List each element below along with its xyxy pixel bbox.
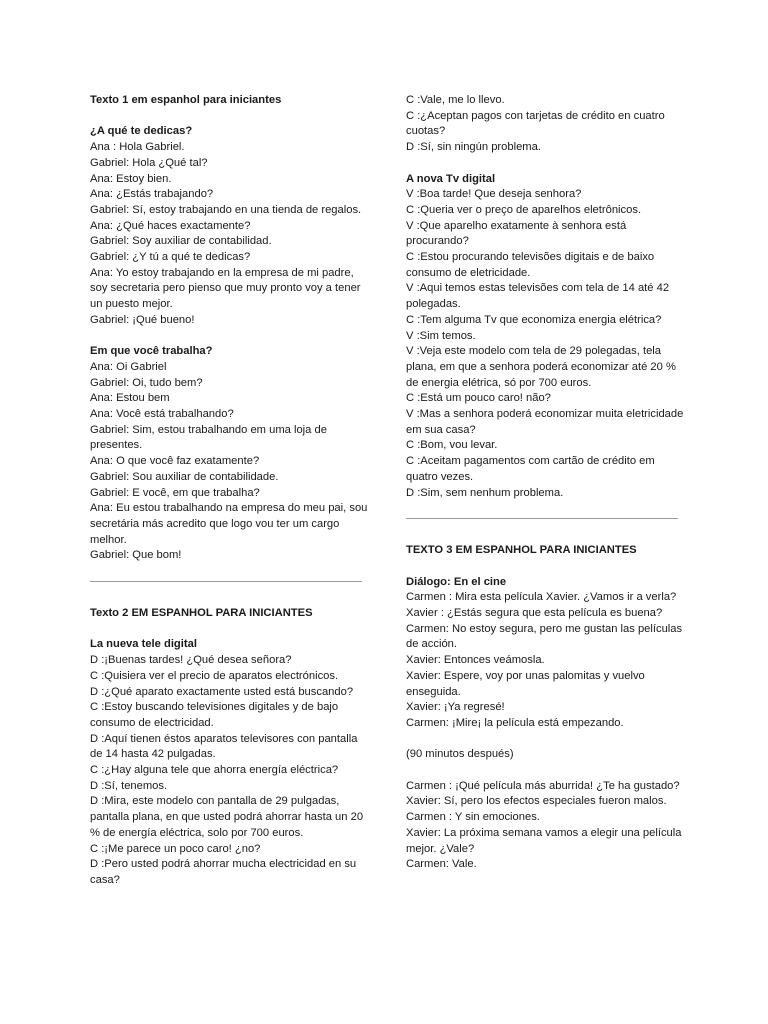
dialogue-line: Xavier: Sí, pero los efectos especiales fueron malos. [406, 795, 667, 808]
text2-title: Texto 2 EM ESPANHOL PARA INICIANTES [90, 607, 313, 620]
dialogue-line: Ana: ¿Estás trabajando? [90, 188, 214, 201]
dialogue-line: C :Vale, me lo llevo. [406, 94, 505, 106]
dialogue-line: V :Sim temos. [406, 329, 476, 342]
divider [406, 518, 678, 519]
dialogue-line: Gabriel: Soy auxiliar de contabilidad. [90, 235, 272, 248]
dialogue-line: D :Sim, sem nenhum problema. [406, 486, 564, 499]
dialogue-line: Carmen: No estoy segura, pero me gustan las películas de acción. [406, 622, 683, 651]
dialogue-line: C :Estou procurando televisões digitais e de baixo consumo de eletricidade. [406, 251, 655, 279]
dialogue-line: D :Sí, sin ningún problema. [406, 141, 541, 154]
section-heading-la-nueva-tele-digital: La nueva tele digital [90, 638, 197, 651]
dialogue-line: V :Mas a senhora poderá economizar muita eletricidade em sua casa? [406, 408, 684, 436]
divider [90, 581, 362, 582]
dialogue-line: C :Tem alguma Tv que economiza energia elétrica? [406, 313, 662, 326]
text1-title: Texto 1 em espanhol para iniciantes [90, 94, 282, 106]
dialogue-block [406, 93, 686, 156]
dialogue-line: Carmen : Y sin emociones. [406, 811, 540, 824]
dialogue-line: Ana: Você está trabalhando? [90, 408, 234, 421]
dialogue-line: Gabriel: E você, em que trabalha? [90, 486, 260, 499]
dialogue-line: V :Veja este modelo com tela de 29 polegadas, tela plana, em que a senhora poderá economizar até 20 % de energia elétrica, só por 700 euros. [406, 345, 676, 389]
dialogue-block [406, 187, 686, 501]
dialogue-line: D :Aquí tienen éstos aparatos televisores con pantalla de 14 hasta 42 pulgadas. [90, 732, 358, 761]
dialogue-line: Gabriel: Que bom! [90, 549, 182, 562]
dialogue-line: Ana: Oi Gabriel [90, 360, 167, 373]
dialogue-block [90, 360, 368, 564]
section-heading-em-que-voce-trabalha: Em que você trabalha? [90, 345, 213, 358]
dialogue-block [90, 140, 368, 328]
dialogue-line: Xavier: ¡Ya regresé! [406, 701, 505, 714]
section-heading-dialogo-en-el-cine: Diálogo: En el cine [406, 575, 507, 588]
dialogue-line: Gabriel: Oi, tudo bem? [90, 376, 203, 389]
dialogue-line: D :Sí, tenemos. [90, 779, 168, 792]
dialogue-line: Ana : Hola Gabriel. [90, 141, 185, 154]
dialogue-line: C :Estoy buscando televisiones digitales y de bajo consumo de electricidad. [90, 701, 339, 729]
dialogue-line: C :Quisiera ver el precio de aparatos electrónicos. [90, 669, 339, 682]
right-column [406, 93, 686, 873]
left-column [90, 93, 368, 889]
dialogue-line: D :¿Qué aparato exactamente usted está buscando? [90, 685, 354, 698]
dialogue-line: V :Que aparelho exatamente à senhora está procurando? [406, 219, 627, 248]
dialogue-line: C :Queria ver o preço de aparelhos eletrônicos. [406, 203, 642, 216]
dialogue-line: Xavier: Espere, voy por unas palomitas y vuelvo enseguida. [406, 669, 645, 698]
dialogue-line: D :Mira, este modelo con pantalla de 29 pulgadas, pantalla plana, en que usted podrá ahorrar hasta un 20 % de energía eléctrica, solo por 700 euros. [90, 795, 364, 839]
dialogue-line: C :Bom, vou levar. [406, 439, 498, 452]
dialogue-line: Ana: Estoy bien. [90, 172, 172, 185]
section-heading-a-que-te-dedicas: ¿A qué te dedicas? [90, 125, 193, 138]
dialogue-line: Xavier: Entonces veámosla. [406, 654, 545, 667]
dialogue-line: Ana: O que você faz exatamente? [90, 455, 260, 468]
dialogue-line: Gabriel: Hola ¿Qué tal? [90, 156, 208, 169]
dialogue-line: V :Aqui temos estas televisões com tela de 14 até 42 polegadas. [406, 282, 670, 311]
dialogue-line: Gabriel: ¿Y tú a qué te dedicas? [90, 251, 251, 264]
dialogue-line: C :¿Hay alguna tele que ahorra energía eléctrica? [90, 764, 339, 777]
section-heading-a-nova-tv-digital: A nova Tv digital [406, 172, 496, 185]
dialogue-line: D :¡Buenas tardes! ¿Qué desea señora? [90, 654, 292, 667]
time-note: (90 minutos después) [406, 748, 514, 761]
dialogue-line: Xavier: La próxima semana vamos a elegir una película mejor. ¿Vale? [406, 826, 682, 855]
dialogue-line: Ana: ¿Qué haces exactamente? [90, 219, 251, 232]
dialogue-line: C :Aceitam pagamentos com cartão de crédito em quatro vezes. [406, 455, 655, 483]
dialogue-line: Ana: Yo estoy trabajando en la empresa de mi padre, soy secretaria pero pienso que muy pronto voy a tener un puesto mejor. [90, 266, 361, 311]
dialogue-line: Carmen : Mira esta película Xavier. ¿Vamos ir a verla? [406, 591, 677, 604]
dialogue-line: C :¡Me parece un poco caro! ¿no? [90, 842, 261, 855]
dialogue-line: D :Pero usted podrá ahorrar mucha electricidad en su casa? [90, 858, 357, 886]
dialogue-line: Carmen : ¡Qué película más aburrida! ¿Te ha gustado? [406, 779, 680, 792]
dialogue-line: Carmen: ¡Mire¡ la película está empezando. [406, 716, 624, 729]
dialogue-line: Ana: Estou bem [90, 392, 170, 405]
dialogue-line: Gabriel: Sim, estou trabalhando em uma loja de presentes. [90, 423, 327, 452]
dialogue-line: Gabriel: ¡Qué bueno! [90, 313, 195, 326]
dialogue-line: Gabriel: Sou auxiliar de contabilidade. [90, 470, 279, 483]
dialogue-line: Carmen: Vale. [406, 858, 477, 871]
dialogue-line: C :Está um pouco caro! não? [406, 392, 551, 405]
dialogue-line: Ana: Eu estou trabalhando na empresa do meu pai, sou secretária más acredito que logo vou ter um cargo melhor. [90, 502, 368, 546]
dialogue-line: Xavier : ¿Estás segura que esta película es buena? [406, 607, 663, 620]
dialogue-block [406, 590, 686, 731]
dialogue-block [90, 653, 368, 889]
dialogue-line: Gabriel: Sí, estoy trabajando en una tienda de regalos. [90, 203, 362, 216]
text3-title: TEXTO 3 EM ESPANHOL PARA INICIANTES [406, 544, 637, 557]
dialogue-line: C :¿Aceptan pagos con tarjetas de crédito en cuatro cuotas? [406, 109, 665, 138]
dialogue-block [406, 779, 686, 873]
dialogue-line: V :Boa tarde! Que deseja senhora? [406, 188, 582, 201]
